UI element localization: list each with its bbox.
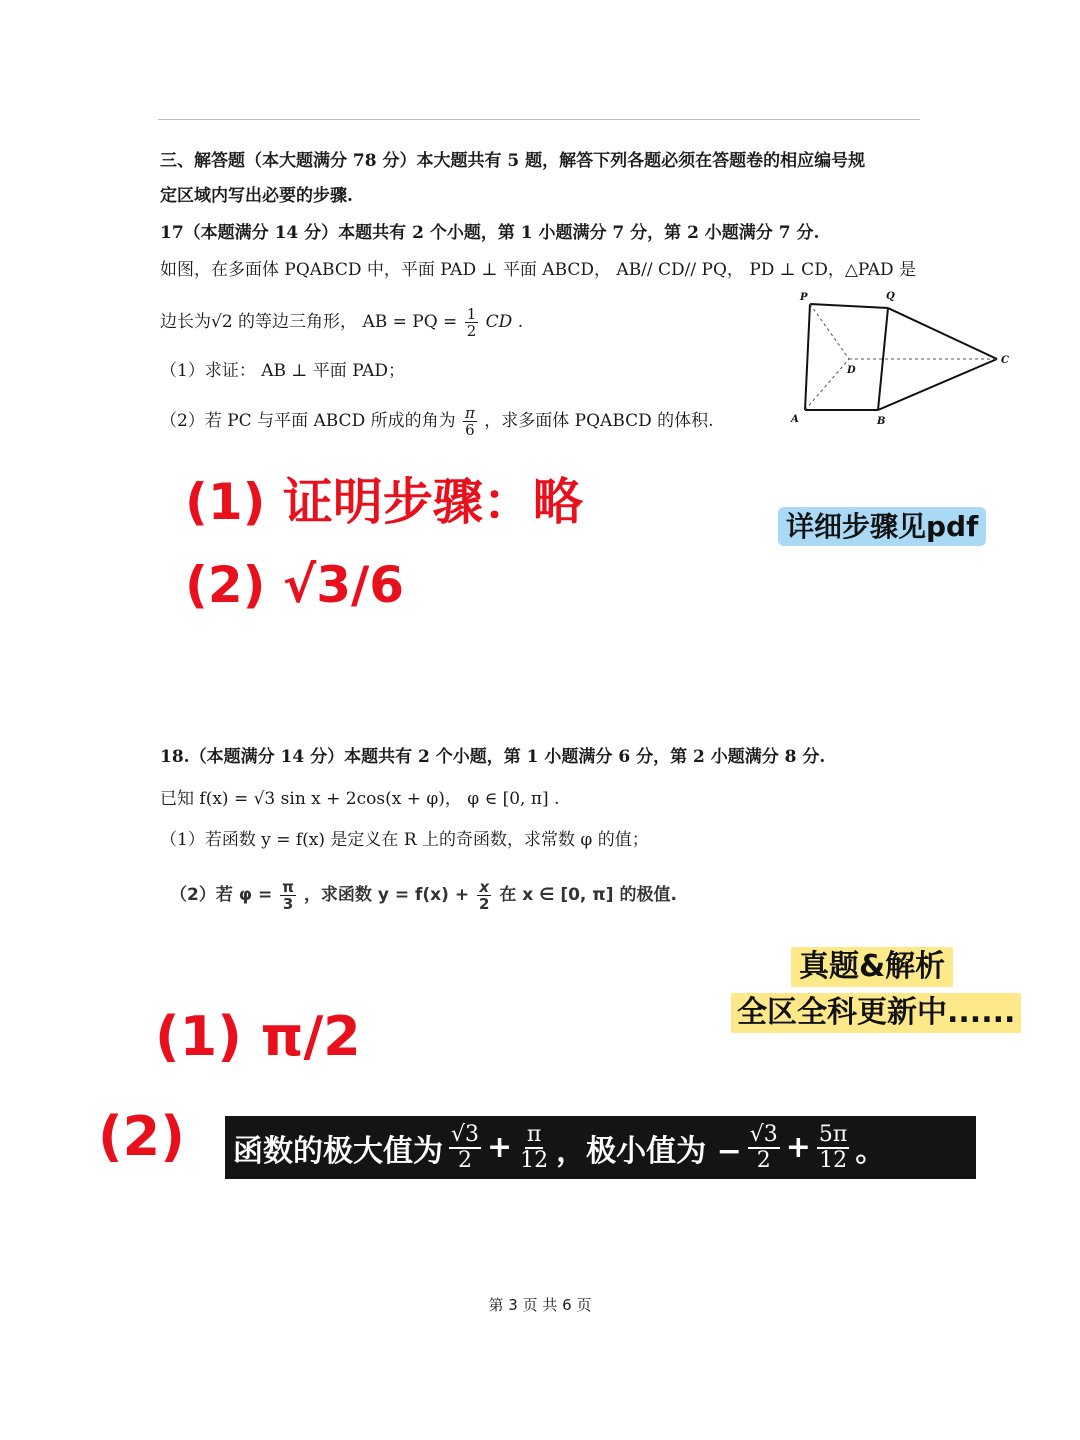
answer-end-mark: 。	[855, 1133, 886, 1169]
q18-header: 18.（本题满分 14 分）本题共有 2 个小题，第 1 小题满分 6 分，第 2 小题满分 8 分.	[160, 747, 826, 767]
fraction-denominator: 3	[282, 894, 294, 913]
q18-stem: 已知 f(x) = √3 sin x + 2cos(x + φ)， φ ∈ [0, π] .	[160, 789, 560, 809]
q18-part2-text-a: （2）若 φ =	[170, 885, 273, 905]
q18-part2	[170, 873, 677, 917]
q17-part2-text-a: （2）若 PC 与平面 ABCD 所成的角为	[160, 411, 456, 431]
fraction-numerator: 5π	[818, 1121, 848, 1147]
fraction-denominator: 2	[756, 1147, 771, 1173]
q18-part2-text-b: ，求函数 y = f(x) +	[303, 885, 470, 905]
q17-stem2-text-a: 边长为√2 的等边三角形， AB = PQ =	[160, 312, 458, 332]
fraction-numerator: 1	[466, 305, 477, 323]
page-number: 第 3 页 共 6 页	[488, 1296, 592, 1314]
q18-part1: （1）若函数 y = f(x) 是定义在 R 上的奇函数，求常数 φ 的值；	[160, 830, 649, 850]
fraction-pi-over-6	[463, 405, 477, 438]
plus-sign: +	[487, 1130, 513, 1165]
fraction-denominator: 12	[520, 1147, 549, 1173]
extremum-answer-bar	[225, 1116, 976, 1179]
q17-part2-text-b: ，求多面体 PQABCD 的体积.	[484, 411, 714, 431]
label-Q: Q	[886, 291, 895, 302]
label-C: C	[1001, 355, 1009, 366]
answer-text-min: ，极小值为 −	[556, 1133, 742, 1169]
label-B: B	[877, 416, 886, 427]
section-header-line1: 三、解答题（本大题满分 78 分）本大题共有 5 题，解答下列各题必须在答题卷的相应编号规	[160, 151, 866, 171]
answer-text-max: 函数的极大值为	[233, 1133, 443, 1169]
handwritten-answer-17-1: (1) 证明步骤：略	[185, 473, 583, 531]
fraction-5pi-over-12	[817, 1123, 849, 1173]
q17-stem-line2	[160, 303, 523, 341]
polyhedron-figure	[785, 286, 1020, 431]
update-tag-line1: 真题&解析	[791, 947, 953, 987]
q17-stem2-text-b: CD .	[485, 312, 524, 332]
label-D: D	[847, 365, 856, 376]
label-A: A	[791, 414, 799, 425]
handwritten-answer-17-2: (2) √3/6	[185, 556, 405, 614]
fraction-pi-over-3	[280, 879, 296, 912]
fraction-x-over-2	[477, 879, 491, 912]
fraction-numerator: π	[526, 1121, 542, 1147]
update-tag-line2: 全区全科更新中......	[731, 993, 1021, 1033]
fraction-numerator: π	[465, 404, 475, 422]
fraction-numerator: √3	[451, 1121, 480, 1147]
handwritten-answer-18-1: (1) π/2	[155, 1005, 361, 1068]
q18-part2-text-c: 在 x ∈ [0, π] 的极值.	[499, 885, 677, 905]
fraction-numerator: x	[479, 877, 490, 896]
fraction-sqrt3-over-2	[449, 1123, 481, 1173]
fraction-denominator: 6	[465, 421, 475, 439]
q17-part1: （1）求证： AB ⊥ 平面 PAD；	[160, 361, 405, 381]
plus-sign: +	[785, 1130, 811, 1165]
fraction-pi-over-12	[518, 1123, 550, 1173]
fraction-one-half	[465, 306, 479, 339]
handwritten-answer-18-2: (2)	[98, 1105, 185, 1168]
q17-part2	[160, 402, 714, 440]
fraction-numerator: √3	[749, 1121, 778, 1147]
top-rule	[158, 119, 920, 120]
q17-header: 17（本题满分 14 分）本题共有 2 个小题，第 1 小题满分 7 分，第 2 小题满分 7 分.	[160, 223, 820, 243]
fraction-sqrt3-over-2	[748, 1123, 780, 1173]
label-P: P	[800, 292, 808, 303]
fraction-denominator: 2	[458, 1147, 472, 1173]
fraction-numerator: π	[282, 877, 295, 896]
section-header-line2: 定区域内写出必要的步骤.	[160, 186, 353, 206]
q17-stem-line1: 如图，在多面体 PQABCD 中，平面 PAD ⊥ 平面 ABCD， AB// CD// PQ， PD ⊥ CD，△PAD 是	[160, 260, 917, 280]
fraction-denominator: 2	[466, 322, 477, 340]
pdf-steps-tag: 详细步骤见pdf	[778, 507, 986, 546]
fraction-denominator: 2	[479, 894, 490, 913]
fraction-denominator: 12	[819, 1147, 848, 1173]
